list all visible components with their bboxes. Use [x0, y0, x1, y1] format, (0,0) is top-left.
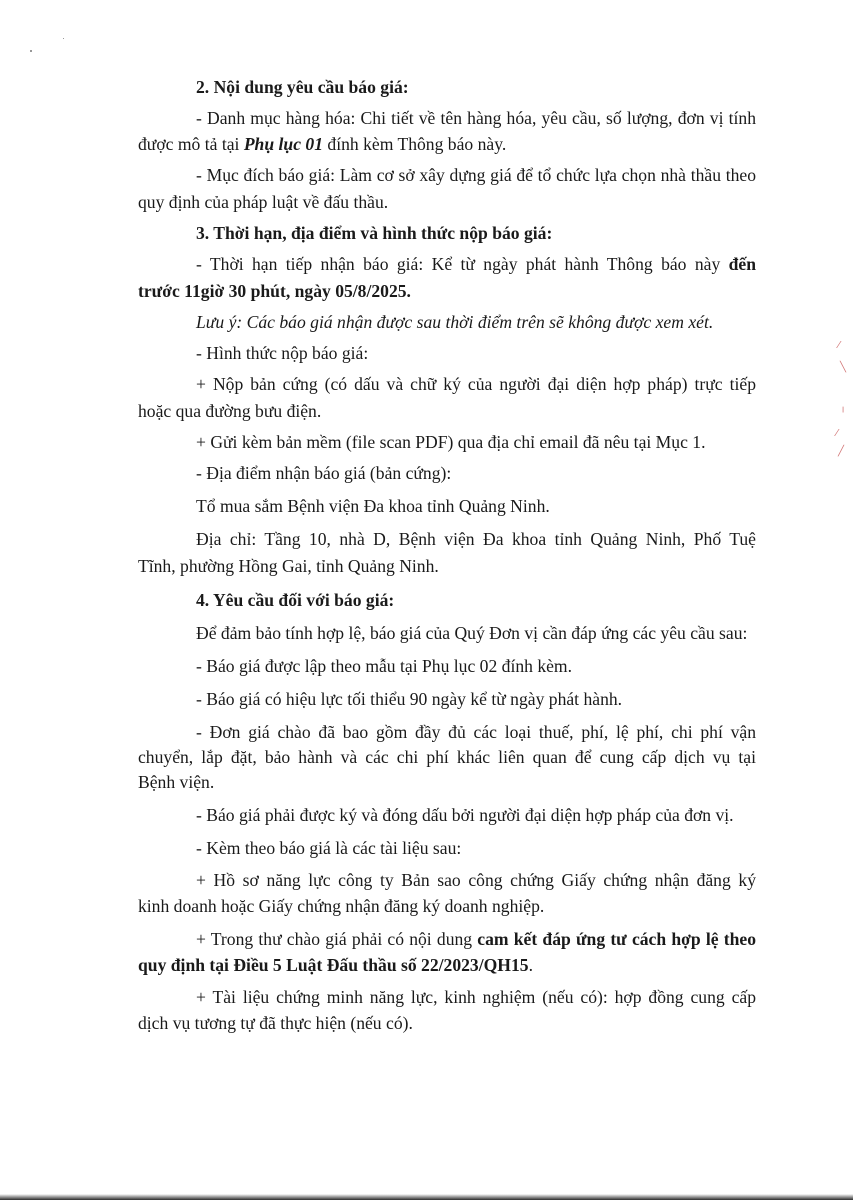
scan-edge-mark: ⁄	[836, 428, 838, 439]
attached-document-item: + Tài liệu chứng minh năng lực, kinh nghiệm (nếu có): hợp đồng cung cấp	[196, 987, 756, 1007]
deadline-date: trước 11giờ 30 phút, ngày 05/8/2025.	[138, 281, 411, 301]
requirement-item: - Báo giá được lập theo mẫu tại Phụ lục 02 đính kèm.	[196, 656, 573, 676]
scan-speck	[63, 38, 64, 39]
attached-document-item-cont: dịch vụ tương tự đã thực hiện (nếu có).	[138, 1013, 413, 1033]
location-label: - Địa điểm nhận báo giá (bản cứng):	[196, 463, 452, 483]
requirements-intro: Để đảm bảo tính hợp lệ, báo giá của Quý Đơn vị cần đáp ứng các yêu cầu sau:	[196, 623, 748, 643]
scan-edge-mark: ╲	[840, 362, 847, 373]
attached-document-item-cont: kinh doanh hoặc Giấy chứng nhận đăng ký doanh nghiệp.	[138, 896, 545, 916]
address-line: Địa chỉ: Tầng 10, nhà D, Bệnh viện Đa khoa tỉnh Quảng Ninh, Phố Tuệ	[196, 529, 756, 549]
deadline-line: - Thời hạn tiếp nhận báo giá: Kể từ ngày phát hành Thông báo này đến	[196, 254, 756, 274]
requirement-item: - Kèm theo báo giá là các tài liệu sau:	[196, 838, 462, 858]
section-3-heading: 3. Thời hạn, địa điểm và hình thức nộp báo giá:	[196, 223, 553, 243]
address-line-cont: Tĩnh, phường Hồng Gai, tỉnh Quảng Ninh.	[138, 556, 439, 576]
section-2-heading: 2. Nội dung yêu cầu báo giá:	[196, 77, 409, 97]
section-2-item-1: - Danh mục hàng hóa: Chi tiết về tên hàng hóa, yêu cầu, số lượng, đơn vị tính	[196, 108, 756, 128]
late-submission-note: Lưu ý: Các báo giá nhận được sau thời điểm trên sẽ không được xem xét.	[196, 312, 714, 332]
softcopy-instruction: + Gửi kèm bản mềm (file scan PDF) qua địa chỉ email đã nêu tại Mục 1.	[196, 432, 706, 452]
section-4-heading: 4. Yêu cầu đối với báo giá:	[196, 590, 395, 610]
requirement-item: - Báo giá phải được ký và đóng dấu bởi người đại diện hợp pháp của đơn vị.	[196, 805, 734, 825]
attached-document-item-cont: quy định tại Điều 5 Luật Đấu thầu số 22/2023/QH15.	[138, 955, 533, 975]
attached-document-item: + Trong thư chào giá phải có nội dung cam kết đáp ứng tư cách hợp lệ theo	[196, 929, 756, 949]
requirement-item: - Báo giá có hiệu lực tối thiểu 90 ngày kể từ ngày phát hành.	[196, 689, 623, 709]
scan-edge-mark: ╵	[840, 408, 847, 419]
section-2-item-1-cont: được mô tả tại Phụ lục 01 đính kèm Thông báo này.	[138, 134, 507, 154]
scan-bottom-edge	[0, 1194, 853, 1200]
hardcopy-instruction-cont: hoặc qua đường bưu điện.	[138, 401, 322, 421]
requirement-item-cont: Bệnh viện.	[138, 772, 215, 792]
hardcopy-instruction: + Nộp bản cứng (có dấu và chữ ký của người đại diện hợp pháp) trực tiếp	[196, 374, 756, 394]
procurement-team: Tổ mua sắm Bệnh viện Đa khoa tỉnh Quảng Ninh.	[196, 496, 550, 516]
scan-speck	[30, 50, 32, 52]
submission-form-label: - Hình thức nộp báo giá:	[196, 343, 369, 363]
section-2-item-2: - Mục đích báo giá: Làm cơ sở xây dựng giá để tổ chức lựa chọn nhà thầu theo	[196, 165, 756, 185]
attached-document-item: + Hồ sơ năng lực công ty Bản sao công chứng Giấy chứng nhận đăng ký	[196, 870, 756, 890]
section-2-item-2-cont: quy định của pháp luật về đấu thầu.	[138, 192, 389, 212]
scan-edge-mark: ⁄	[838, 340, 840, 351]
requirement-item-cont: chuyển, lắp đặt, bảo hành và các chi phí khác liên quan để cung cấp dịch vụ tại	[138, 747, 756, 767]
requirement-item: - Đơn giá chào đã bao gồm đầy đủ các loại thuế, phí, lệ phí, chi phí vận	[196, 722, 756, 742]
scan-edge-mark: ╱	[838, 446, 845, 457]
